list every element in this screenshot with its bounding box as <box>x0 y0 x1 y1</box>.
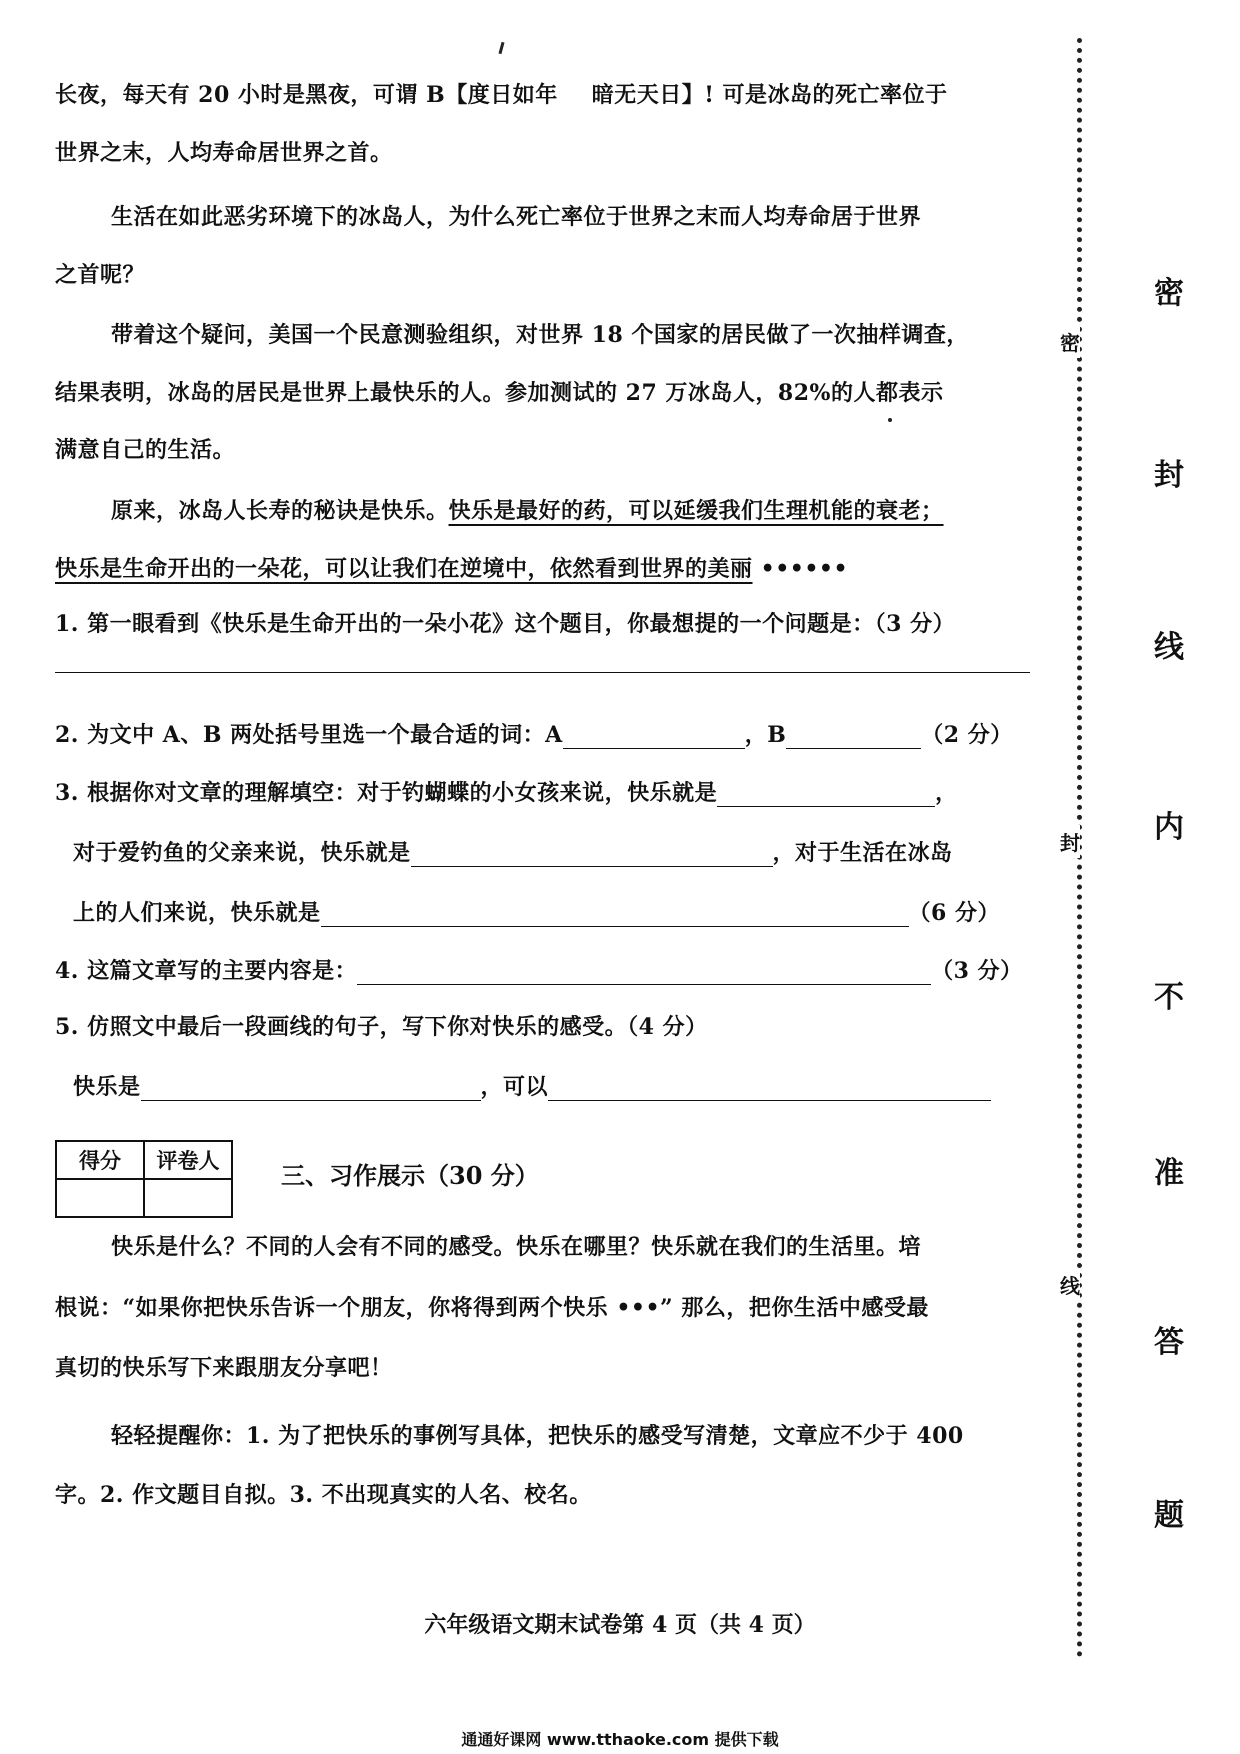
section-3-title: 三、习作展示（30 分） <box>281 1161 539 1190</box>
q2-answer-a[interactable] <box>563 724 745 749</box>
notice-char: 内 <box>1154 810 1184 845</box>
notice-char: 题 <box>1154 1498 1184 1533</box>
grader-cell[interactable] <box>144 1179 232 1217</box>
question-5: 5. 仿照文中最后一段画线的句子，写下你对快乐的感受。（4 分） <box>55 1014 708 1040</box>
q3-text: ，对于生活在冰岛 <box>772 840 953 866</box>
question-1: 1. 第一眼看到《快乐是生命开出的一朵小花》这个题目，你最想提的一个问题是：（3 分） <box>55 611 956 637</box>
score-table <box>55 1140 233 1218</box>
passage-text: 暗无天日】! 可是冰岛的死亡率位于 <box>591 82 948 108</box>
prompt-line-1: 快乐是什么？不同的人会有不同的感受。快乐在哪里？快乐就在我们的生活里。培 <box>111 1234 922 1260</box>
underlined-sentence: 快乐是最好的药，可以延缓我们生理机能的衰老； <box>448 498 944 524</box>
question-3-line-3 <box>73 896 1000 927</box>
notice-char: 密 <box>1154 276 1184 311</box>
passage-line-4: 之首呢？ <box>55 262 146 288</box>
notice-char: 不 <box>1154 980 1184 1015</box>
underlined-sentence: 快乐是生命开出的一朵花，可以让我们在逆境中，依然看到世界的美丽 <box>55 556 753 582</box>
score-header: 得分 <box>56 1141 144 1179</box>
passage-line-2: 世界之末，人均寿命居世界之首。 <box>55 140 393 166</box>
q2-text: 2. 为文中 A、B 两处括号里选一个最合适的词：A <box>55 722 563 748</box>
website-credit: 通通好课网 www.tthaoke.com 提供下载 <box>461 1730 779 1749</box>
passage-line-9 <box>55 552 848 583</box>
passage-line-7: 满意自己的生活。 <box>55 437 236 463</box>
question-3 <box>55 776 958 807</box>
score-cell[interactable] <box>56 1179 144 1217</box>
q3-answer-3[interactable] <box>321 902 909 927</box>
passage-text: 长夜，每天有 20 小时是黑夜，可谓 B【度日如年 <box>55 82 558 108</box>
notice-char: 封 <box>1154 458 1184 493</box>
q3-text: 上的人们来说，快乐就是 <box>73 900 321 926</box>
q4-score: （3 分） <box>931 958 1023 984</box>
q5-answer-1[interactable] <box>141 1076 481 1101</box>
prompt-line-3: 真切的快乐写下来跟朋友分享吧！ <box>55 1355 393 1381</box>
passage-line-1 <box>55 78 948 109</box>
q4-text: 4. 这篇文章写的主要内容是： <box>55 958 358 984</box>
q3-answer-1[interactable] <box>717 782 935 807</box>
q3-punct: ， <box>935 780 958 806</box>
q3-answer-2[interactable] <box>411 842 773 867</box>
q3-text: 对于爱钓鱼的父亲来说，快乐就是 <box>73 840 411 866</box>
grader-header: 评卷人 <box>144 1141 232 1179</box>
notice-char: 答 <box>1154 1325 1184 1360</box>
page-footer: 六年级语文期末试卷第 4 页（共 4 页） <box>424 1612 816 1638</box>
q5-text: ，可以 <box>480 1074 549 1100</box>
scan-speck <box>888 418 892 422</box>
seal-char: 封 <box>1060 825 1080 858</box>
passage-line-3: 生活在如此恶劣环境下的冰岛人，为什么死亡率位于世界之末而人均寿命居于世界 <box>111 204 922 230</box>
seal-char: 线 <box>1060 1268 1080 1301</box>
question-4 <box>55 954 1023 985</box>
prompt-line-5: 字。2. 作文题目自拟。3. 不出现真实的人名、校名。 <box>55 1482 592 1508</box>
q5-answer-2[interactable] <box>548 1076 991 1101</box>
q1-answer-line[interactable] <box>55 672 1030 673</box>
q4-answer[interactable] <box>357 960 931 985</box>
passage-text: 原来，冰岛人长寿的秘诀是快乐。 <box>111 498 449 524</box>
q5-text: 快乐是 <box>73 1074 141 1100</box>
passage-line-8 <box>111 494 944 525</box>
passage-line-5: 带着这个疑问，美国一个民意测验组织，对世界 18 个国家的居民做了一次抽样调查， <box>111 322 969 348</box>
seal-char: 密 <box>1060 325 1080 358</box>
prompt-line-2: 根说：“如果你把快乐告诉一个朋友，你将得到两个快乐 •••” 那么，把你生活中感受最 <box>55 1295 929 1321</box>
q3-score: （6 分） <box>908 900 1000 926</box>
q2-answer-b[interactable] <box>786 724 921 749</box>
question-2 <box>55 718 1013 749</box>
question-5-answer <box>73 1070 991 1101</box>
question-3-line-2 <box>73 836 953 867</box>
passage-line-6: 结果表明，冰岛的居民是世界上最快乐的人。参加测试的 27 万冰岛人，82%的人都表示 <box>55 380 944 406</box>
prompt-line-4: 轻轻提醒你：1. 为了把快乐的事例写具体，把快乐的感受写清楚，文章应不少于 400 <box>111 1423 964 1449</box>
notice-char: 线 <box>1154 630 1184 665</box>
q2-text-b: ，B <box>744 722 787 748</box>
notice-char: 准 <box>1154 1156 1184 1191</box>
q2-score: （2 分） <box>921 722 1013 748</box>
q3-text: 3. 根据你对文章的理解填空：对于钓蝴蝶的小女孩来说，快乐就是 <box>55 780 718 806</box>
scan-speck <box>498 42 504 54</box>
ellipsis: •••••• <box>752 556 849 582</box>
